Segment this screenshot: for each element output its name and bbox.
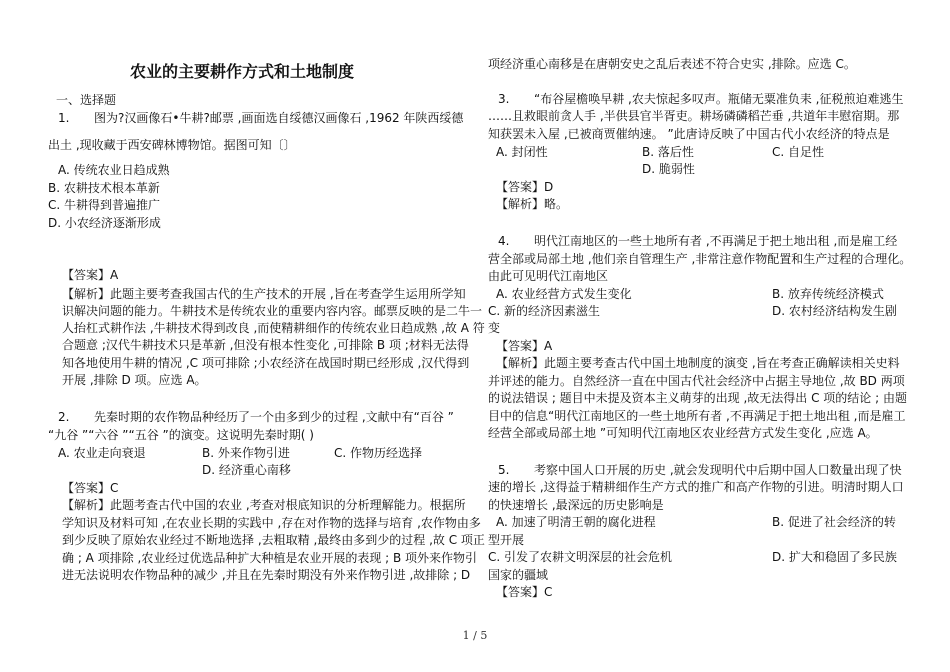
answer-label: 【答案】C xyxy=(496,585,553,599)
page-title: 农业的主要耕作方式和土地制度 xyxy=(130,62,355,81)
analysis-line: 【解析】此题主要考查古代中国土地制度的演变 ,旨在考查正确解读相关史料 xyxy=(496,356,900,370)
option-b: B. 农耕技术根本革新 xyxy=(48,181,160,195)
question-stem-line: 出土 ,现收藏于西安碑林博物馆。据图可知〔〕 xyxy=(48,138,296,152)
option-c: C. 牛耕得到普遍推广 xyxy=(48,198,161,212)
question-stem-line: 图为?汉画像石•牛耕?邮票 ,画面选自绥德汉画像石 ,1962 年陕西绥德 xyxy=(94,111,464,125)
question-stem-line: 考察中国人口开展的历史 ,就会发现明代中后期中国人口数量出现了快 xyxy=(534,463,902,477)
question-number: 2. xyxy=(58,410,70,424)
page-number: 1 / 5 xyxy=(462,629,488,642)
option-d: D. 经济重心南移 xyxy=(202,463,291,477)
question-number: 4. xyxy=(498,234,510,248)
option-c: C. 新的经济因素滋生 xyxy=(488,304,601,318)
analysis-line: 目中的信息“明代江南地区的一些土地所有者 ,不再满足于把土地出租 ,而是雇工 xyxy=(488,409,906,423)
question-number: 5. xyxy=(498,463,510,477)
analysis-line: 开展 ,排除 D 项。应选 A。 xyxy=(62,373,207,387)
analysis-line: 识解决问题的能力。牛耕技术是传统农业的重要内容内容。邮票反映的是二牛一 xyxy=(62,304,483,318)
section-heading: 一、选择题 xyxy=(56,93,117,107)
analysis-line: 并评述的能力。自然经济一直在中国古代社会经济中占据主导地位 ,故 BD 两项 xyxy=(488,374,905,388)
option-a: A. 加速了明清王朝的腐化进程 xyxy=(496,515,656,529)
question-stem-line: “布谷屋檐唤早耕 ,农夫惊起多叹声。瓶储无粟准负耒 ,征税煎迫难逃生 xyxy=(534,92,904,106)
option-c: C. 自足性 xyxy=(772,145,825,159)
option-a: A. 农业走向衰退 xyxy=(58,446,146,460)
answer-label: 【答案】A xyxy=(496,339,553,353)
analysis-line: 经营全部或局部土地 ”可知明代江南地区农业经营方式发生变化 ,应选 A。 xyxy=(488,426,878,440)
question-stem-line: 明代江南地区的一些土地所有者 ,不再满足于把土地出租 ,而是雇工经 xyxy=(534,234,898,248)
question-stem-line: 由此可见明代江南地区 xyxy=(488,269,609,283)
option-d: D. 扩大和稳固了多民族 xyxy=(772,550,897,564)
analysis-line: 【解析】此题主要考查我国古代的生产技术的开展 ,旨在考查学生运用所学知 xyxy=(62,287,466,301)
option-d-continued: 国家的疆域 xyxy=(488,568,549,582)
option-a: A. 农业经营方式发生变化 xyxy=(496,287,632,301)
option-b: B. 促进了社会经济的转 xyxy=(772,515,896,529)
analysis-line: 合题意 ;汉代牛耕技术只是革新 ,但没有根本性变化 ,可排除 B 项 ;材料无法得 xyxy=(62,338,469,352)
option-d: D. 小农经济逐渐形成 xyxy=(48,216,161,230)
analysis-line: 【解析】略。 xyxy=(496,197,569,211)
option-c: C. 作物历经选择 xyxy=(334,446,423,460)
question-stem-line: 的快速增长 ,最深远的历史影响是 xyxy=(488,498,664,512)
analysis-line: 进无法说明农作物品种的减少 ,并且在先秦时期没有外来作物引进 ,故排除 ; D xyxy=(62,568,471,582)
answer-label: 【答案】A xyxy=(62,268,119,282)
option-b: B. 外来作物引进 xyxy=(202,446,290,460)
analysis-line: 人抬杠式耕作法 ,牛耕技术得到改良 ,而使精耕细作的传统农业日趋成熟 ,故 A 符 xyxy=(62,321,485,335)
question-stem-line: 营全部或局部土地 ,他们亲自管理生产 ,非常注意作物配置和生产过程的合理化。 xyxy=(488,252,912,266)
analysis-line: 项经济重心南移是在唐朝安史之乱后表述不符合史实 ,排除。应选 C。 xyxy=(488,57,856,71)
question-stem-line: 先秦时期的农作物品种经历了一个由多到少的过程 ,文献中有“百谷 ” xyxy=(94,410,454,424)
question-stem-line: ……且救眼前贪人手 ,半供县官半胥吏。耕场磷磷稻芒垂 ,共道年丰慰宿期。那 xyxy=(488,109,900,123)
option-b-continued: 型开展 xyxy=(488,533,525,547)
answer-label: 【答案】C xyxy=(62,481,119,495)
analysis-line: 学知识及材料可知 ,在农业长期的实践中 ,存在对作物的选择与培育 ,农作物由多 xyxy=(62,516,481,530)
option-d: D. 农村经济结构发生剧 xyxy=(772,304,897,318)
option-d: D. 脆弱性 xyxy=(642,162,695,176)
analysis-line: 知各地使用牛耕的情况 ,C 项可排除 ;小农经济在战国时期已经形成 ,汉代得到 xyxy=(62,356,470,370)
option-a: A. 传统农业日趋成熟 xyxy=(58,163,170,177)
option-b: B. 落后性 xyxy=(642,145,694,159)
question-stem-line: 知获罢未入屋 ,已被商贾催纳速。 ”此唐诗反映了中国古代小农经济的特点是 xyxy=(488,127,890,141)
question-stem-line: 速的增长 ,这得益于精耕细作生产方式的推广和高产作物的引进。明清时期人口 xyxy=(488,480,904,494)
question-number: 1. xyxy=(58,111,70,125)
analysis-line: 【解析】此题考查古代中国的农业 ,考查对根底知识的分析理解能力。根据所 xyxy=(62,498,466,512)
question-number: 3. xyxy=(498,92,510,106)
question-stem-line: “九谷 ”“六谷 ”“五谷 ”的演变。这说明先秦时期( ) xyxy=(48,428,314,442)
option-c: C. 引发了农耕文明深层的社会危机 xyxy=(488,550,673,564)
analysis-line: 确 ; A 项排除 ,农业经过优选品种扩大种植是农业开展的表现 ; B 项外来作物引 xyxy=(62,551,478,565)
option-a: A. 封闭性 xyxy=(496,145,548,159)
option-b: B. 放弃传统经济模式 xyxy=(772,287,884,301)
option-d-continued: 变 xyxy=(488,321,501,335)
analysis-line: 到少反映了原始农业经过不断地选择 ,去粗取精 ,最终由多到少的过程 ,故 C 项正 xyxy=(62,533,485,547)
answer-label: 【答案】D xyxy=(496,180,554,194)
analysis-line: 的说法错误 ; 题目中未提及资本主义萌芽的出现 ,故无法得出 C 项的结论 ; 由题 xyxy=(488,391,907,405)
